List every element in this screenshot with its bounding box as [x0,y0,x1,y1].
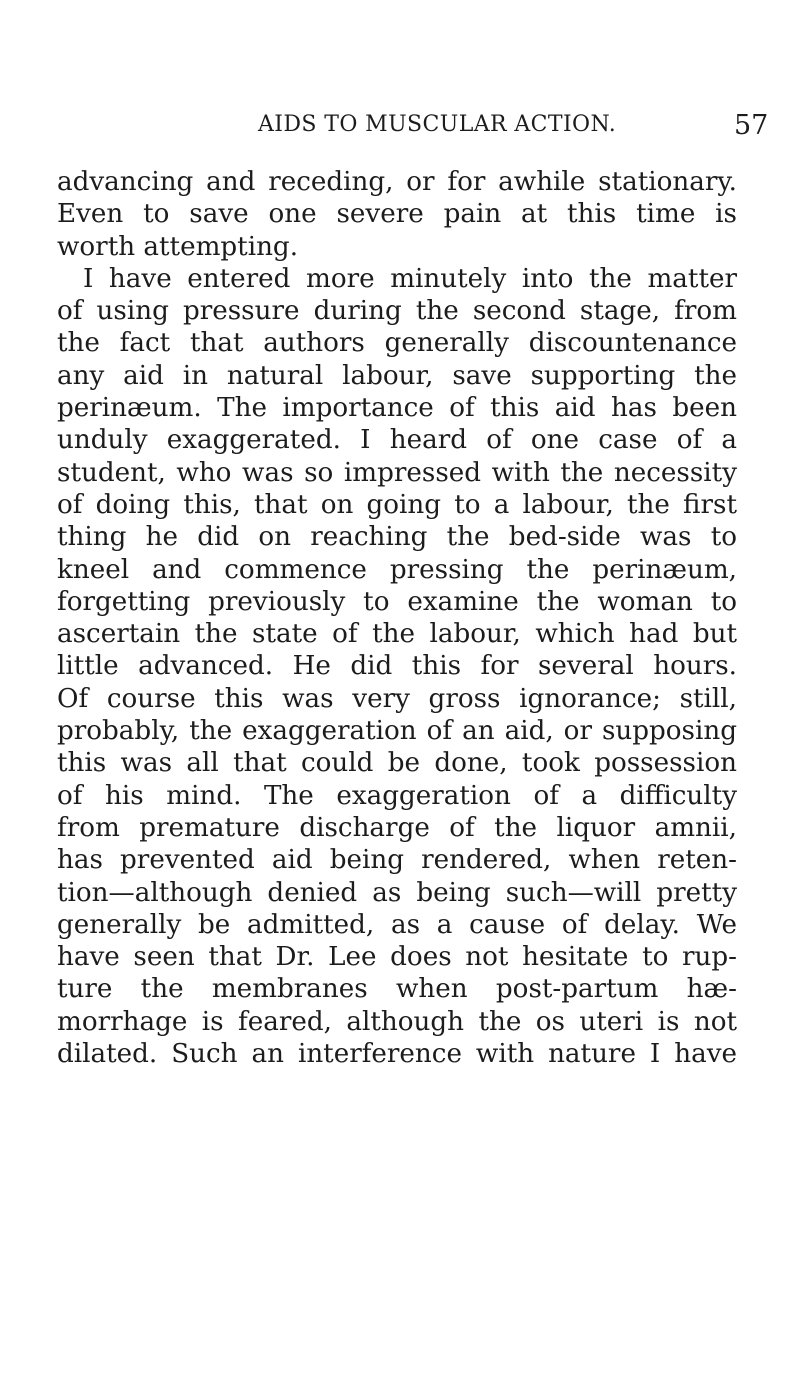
text-line: probably, the exaggeration of an aid, or supposing [57,716,737,747]
text-line: perinæum. The importance of this aid has been [57,393,737,424]
text-line: morrhage is feared, although the os uteri is not [57,1006,737,1037]
text-line: have seen that Dr. Lee does not hesitate to rup- [57,942,737,973]
text-line: of using pressure during the second stage, from [57,296,737,327]
text-line: dilated. Such an interference with nature I have [57,1039,737,1070]
text-line: forgetting previously to examine the woman to [57,586,737,617]
running-title: AIDS TO MUSCULAR ACTION. [258,112,617,137]
text-line: of doing this, that on going to a labour, the first [57,489,737,520]
text-line: advancing and receding, or for awhile stationary. [57,167,737,197]
text-line: has prevented aid being rendered, when reten- [57,845,737,876]
text-line: from premature discharge of the liquor amnii, [57,812,737,843]
text-line: any aid in natural labour, save supporting the [57,360,737,391]
text-line: this was all that could be done, took possession [57,748,737,779]
text-line: of his mind. The exaggeration of a difficulty [57,780,737,811]
page-number: 57 [734,110,769,141]
text-line: unduly exaggerated. I heard of one case of a [57,425,737,456]
text-line: Even to save one severe pain at this time is [57,199,737,230]
text-line: the fact that authors generally discountenance [57,328,737,359]
text-line: tion—although denied as being such—will pretty [57,877,737,908]
text-line: generally be admitted, as a cause of delay. We [57,909,737,940]
body-text [57,166,800,1070]
text-line: kneel and commence pressing the perinæum, [57,554,737,585]
text-line: ture the membranes when post-partum hæ- [57,974,737,1005]
text-line: thing he did on reaching the bed-side was to [57,522,737,553]
text-line: student, who was so impressed with the necessity [57,457,737,488]
text-line: worth attempting. [57,231,299,262]
text-line: I have entered more minutely into the matter [83,263,737,294]
text-line: Of course this was very gross ignorance; still, [57,683,737,714]
page-header [0,112,801,144]
text-line: ascertain the state of the labour, which had but [57,619,737,650]
text-line: little advanced. He did this for several hours. [57,651,737,682]
